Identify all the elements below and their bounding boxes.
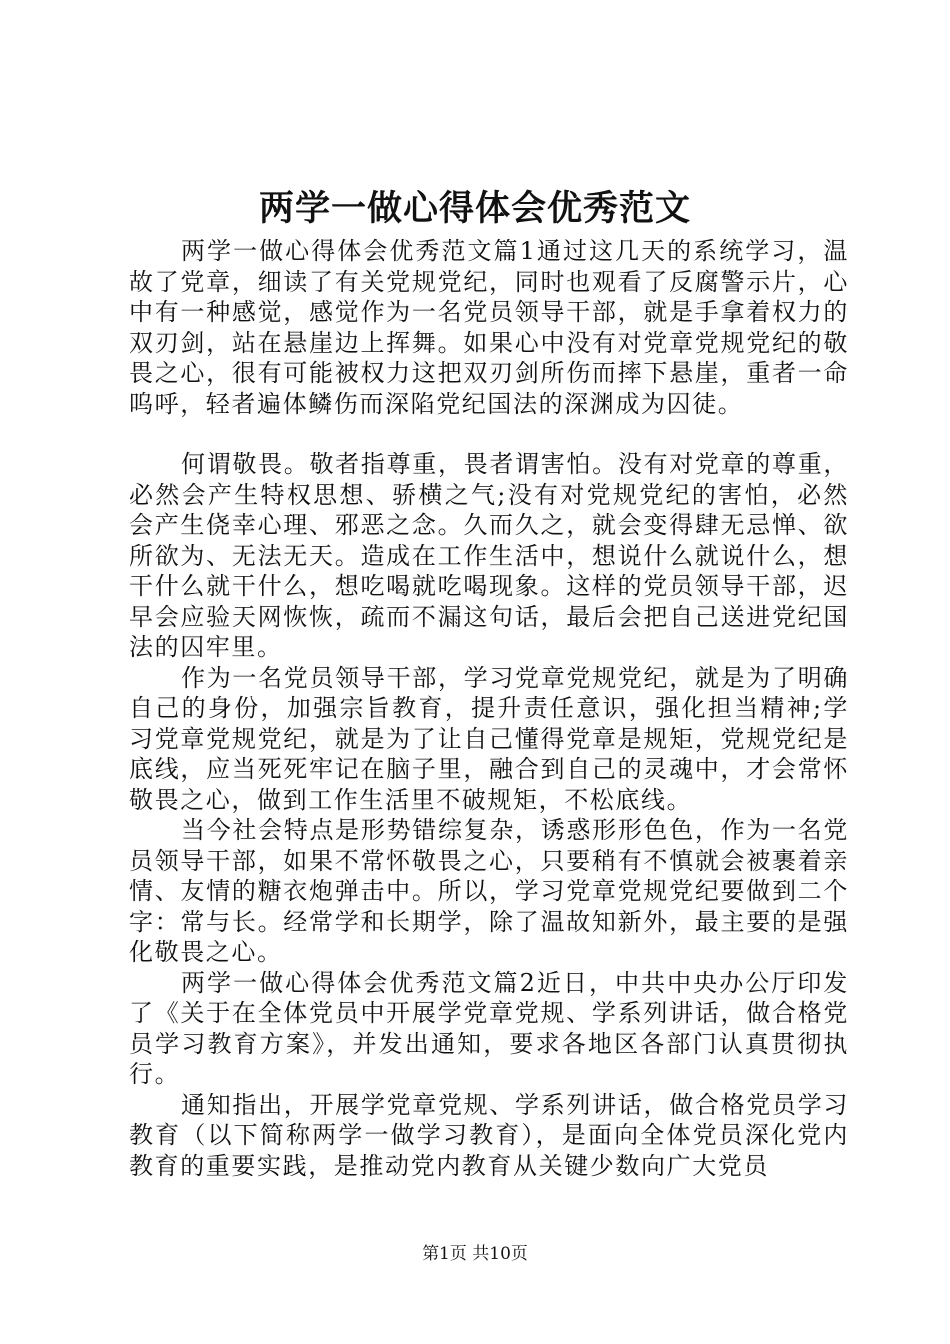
page-number-footer: 第1页 共10页 [422,1244,528,1264]
paragraph-1: 两学一做心得体会优秀范文篇1通过这几天的系统学习，温故了党章，细读了有关党规党纪，同时也观看了反腐警示片，心中有一种感觉，感觉作为一名党员领导干部，就是手拿着权力的双刃剑，站在悬崖边上挥舞。如果心中没有对党章党规党纪的敬畏之心，很有可能被权力这把双刃剑所伤而摔下悬崖，重者一命呜呼，轻者遍体鳞伤而深陷党纪国法的深渊成为囚徒。 [129,237,849,418]
paragraph-4: 当今社会特点是形势错综复杂，诱惑形形色色，作为一名党员领导干部，如果不常怀敬畏之心，只要稍有不慎就会被裹着亲情、友情的糖衣炮弹击中。所以，学习党章党规党纪要做到二个字：常与长。经常学和长期学，除了温故知新外，最主要的是强化敬畏之心。 [129,816,849,966]
paragraph-3: 作为一名党员领导干部，学习党章党规党纪，就是为了明确自己的身份，加强宗旨教育，提升责任意识，强化担当精神;学习党章党规党纪，就是为了让自己懂得党章是规矩，党规党纪是底线，应当死死牢记在脑子里，融合到自己的灵魂中，才会常怀敬畏之心，做到工作生活里不破规矩，不松底线。 [129,663,849,814]
document-body [129,236,849,1181]
document-title: 两学一做心得体会优秀范文 [258,188,691,229]
paragraph-2: 何谓敬畏。敬者指尊重，畏者谓害怕。没有对党章的尊重，必然会产生特权思想、骄横之气;没有对党规党纪的害怕，必然会产生侥幸心理、邪恶之念。久而久之，就会变得肆无忌惮、欲所欲为、无法无天。造成在工作生活中，想说什么就说什么，想干什么就干什么，想吃喝就吃喝现象。这样的党员领导干部，迟早会应验天网恢恢，疏而不漏这句话，最后会把自己送进党纪国法的囚牢里。 [129,450,849,661]
paragraph-5: 两学一做心得体会优秀范文篇2近日，中共中央办公厅印发了《关于在全体党员中开展学党章党规、学系列讲话，做合格党员学习教育方案》，并发出通知，要求各地区各部门认真贯彻执行。 [129,968,849,1088]
paragraph-6: 通知指出，开展学党章党规、学系列讲话，做合格党员学习教育（以下简称两学一做学习教育），是面向全体党员深化党内教育的重要实践，是推动党内教育从关键少数向广大党员 [129,1090,849,1180]
